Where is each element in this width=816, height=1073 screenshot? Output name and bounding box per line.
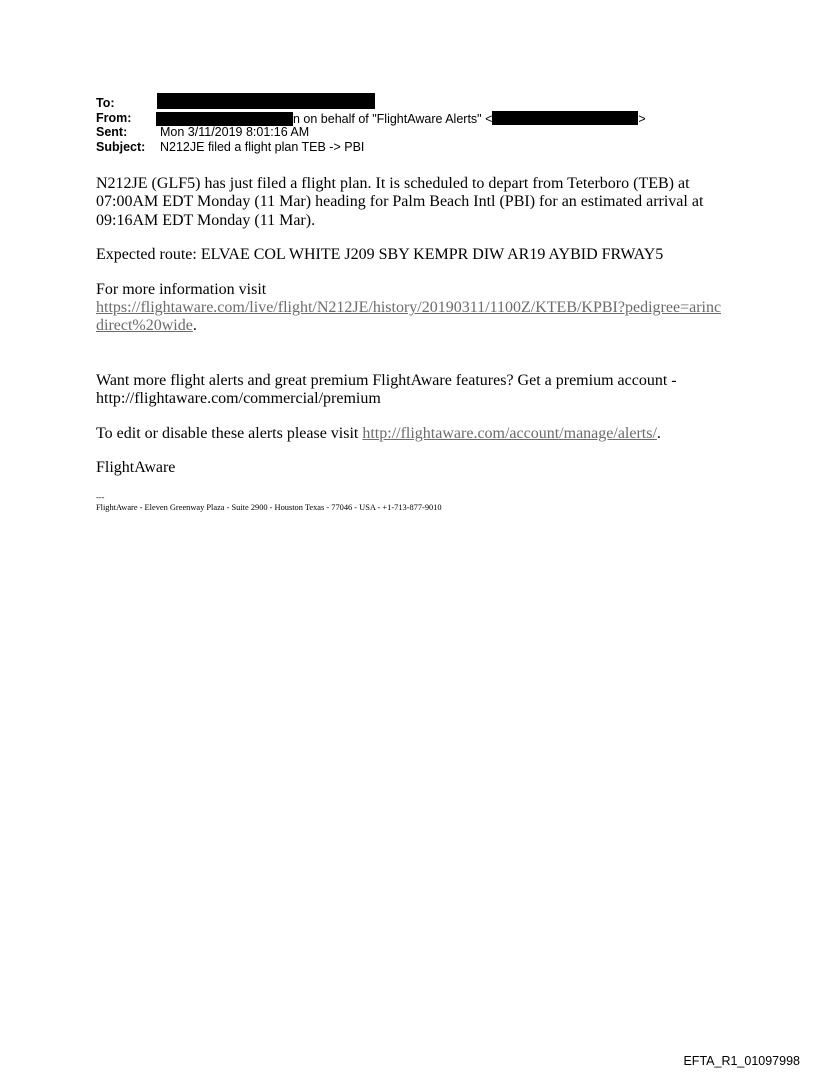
flight-plan-paragraph: N212JE (GLF5) has just filed a flight plan. It is scheduled to depart from Teterboro (TEB) at 07:00AM EDT Monday (11 Mar) heading for Palm Beach Intl (PBI) for an estimated arrival at 09:16AM EDT Monday (11 Mar). bbox=[96, 175, 704, 229]
email-footer bbox=[96, 493, 442, 513]
more-info-paragraph bbox=[96, 281, 726, 336]
from-on-behalf-text bbox=[293, 111, 646, 127]
subject-value: N212JE filed a flight plan TEB -> PBI bbox=[160, 139, 365, 154]
subject-label: Subject: bbox=[96, 139, 146, 154]
document-stamp: EFTA_R1_01097998 bbox=[683, 1054, 800, 1068]
from-sender-redaction bbox=[156, 112, 293, 126]
manage-alerts-link[interactable]: http://flightaware.com/account/manage/alerts/ bbox=[362, 424, 657, 442]
more-info-text: For more information visit bbox=[96, 280, 267, 298]
edit-alerts-text: To edit or disable these alerts please visit bbox=[96, 424, 363, 442]
edit-alerts-end: . bbox=[656, 424, 661, 442]
to-label: To: bbox=[96, 96, 115, 110]
from-address-redaction bbox=[492, 111, 638, 125]
more-info-end: . bbox=[192, 317, 197, 335]
from-end: > bbox=[638, 111, 646, 126]
sent-value: Mon 3/11/2019 8:01:16 AM bbox=[160, 125, 310, 140]
email-body bbox=[96, 175, 726, 493]
expected-route: Expected route: ELVAE COL WHITE J209 SBY KEMPR DIW AR19 AYBID FRWAY5 bbox=[96, 246, 664, 264]
flight-history-link[interactable]: https://flightaware.com/live/flight/N212JE/history/20190311/1100Z/KTEB/KPBI?pedigree=arincdirect%20wide bbox=[96, 299, 722, 335]
from-label: From: bbox=[96, 110, 132, 125]
to-redaction bbox=[157, 93, 375, 109]
footer-address: FlightAware - Eleven Greenway Plaza - Suite 2900 - Houston Texas - 77046 - USA - +1-713-877-9010 bbox=[96, 503, 442, 512]
edit-alerts-paragraph bbox=[96, 425, 726, 443]
sent-label: Sent: bbox=[96, 125, 128, 140]
from-suffix: n on behalf of "FlightAware Alerts" < bbox=[293, 111, 493, 126]
signature: FlightAware bbox=[96, 459, 176, 477]
footer-dashes: --- bbox=[96, 493, 105, 502]
premium-paragraph: Want more flight alerts and great premium FlightAware features? Get a premium account - http://flightaware.com/commercial/premium bbox=[96, 371, 677, 408]
